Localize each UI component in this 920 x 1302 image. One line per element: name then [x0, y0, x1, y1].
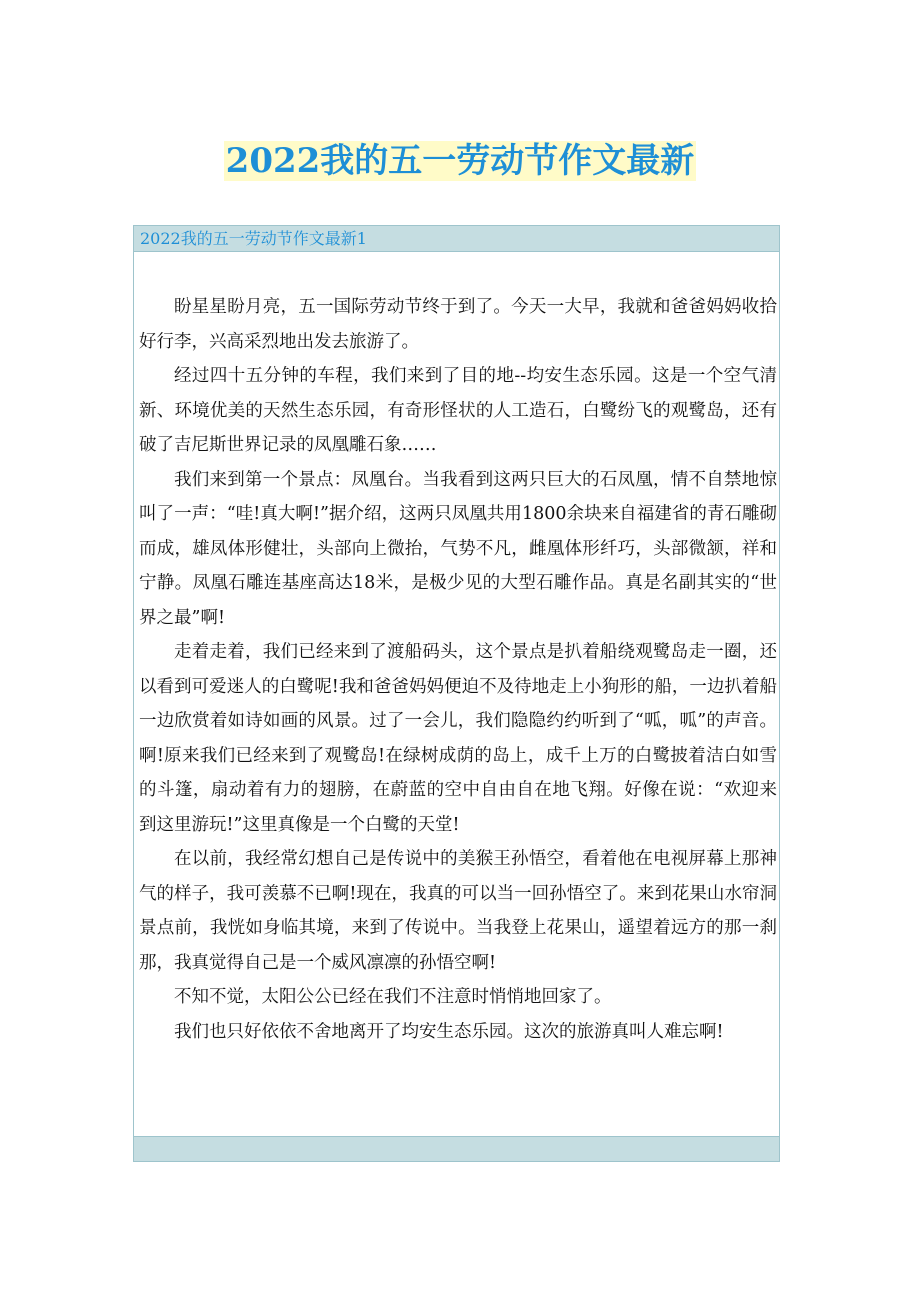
paragraph: 走着走着，我们已经来到了渡船码头，这个景点是扒着船绕观鹭岛走一圈，还以看到可爱迷人的白鹭呢!我和爸爸妈妈便迫不及待地走上小狗形的船，一边扒着船一边欣赏着如诗如画的风景。过了一会儿，我们隐隐约约听到了“呱，呱”的声音。啊!原来我们已经来到了观鹭岛!在绿树成荫的岛上，成千上万的白鹭披着洁白如雪的斗篷，扇动着有力的翅膀，在蔚蓝的空中自由自在地飞翔。好像在说：“欢迎来到这里游玩!”这里真像是一个白鹭的天堂!: [139, 642, 777, 835]
paragraph: 盼星星盼月亮，五一国际劳动节终于到了。今天一大早，我就和爸爸妈妈收拾好行李，兴高采烈地出发去旅游了。: [139, 297, 777, 352]
page-title: [0, 138, 920, 184]
paragraph: 我们来到第一个景点：凤凰台。当我看到这两只巨大的石凤凰，情不自禁地惊叫了一声：“哇!真大啊!”据介绍，这两只凤凰共用1800余块来自福建省的青石雕砌而成，雄凤体形健壮，头部向上微抬，气势不凡，雌凰体形纤巧，头部微颔，祥和宁静。凤凰石雕连基座高达18米，是极少见的大型石雕作品。真是名副其实的“世界之最”啊!: [139, 469, 777, 628]
paragraph: 我们也只好依依不舍地离开了均安生态乐园。这次的旅游真叫人难忘啊!: [174, 1021, 724, 1042]
page-title-text: 2022我的五一劳动节作文最新: [225, 141, 695, 181]
essay-frame: [133, 225, 780, 1162]
essay-body: [134, 252, 779, 1049]
section-footer-band: [134, 1136, 779, 1161]
section-header: 2022我的五一劳动节作文最新1: [134, 226, 779, 252]
paragraph: 经过四十五分钟的车程，我们来到了目的地--均安生态乐园。这是一个空气清新、环境优美的天然生态乐园，有奇形怪状的人工造石，白鹭纷飞的观鹭岛，还有破了吉尼斯世界记录的凤凰雕石象……: [139, 366, 777, 455]
paragraph: 不知不觉，太阳公公已经在我们不注意时悄悄地回家了。: [174, 987, 612, 1007]
paragraph: 在以前，我经常幻想自己是传说中的美猴王孙悟空，看着他在电视屏幕上那神气的样子，我可羡慕不已啊!现在，我真的可以当一回孙悟空了。来到花果山水帘洞景点前，我恍如身临其境，来到了传说中。当我登上花果山，遥望着远方的那一刹那，我真觉得自己是一个威风凛凛的孙悟空啊!: [139, 849, 777, 973]
